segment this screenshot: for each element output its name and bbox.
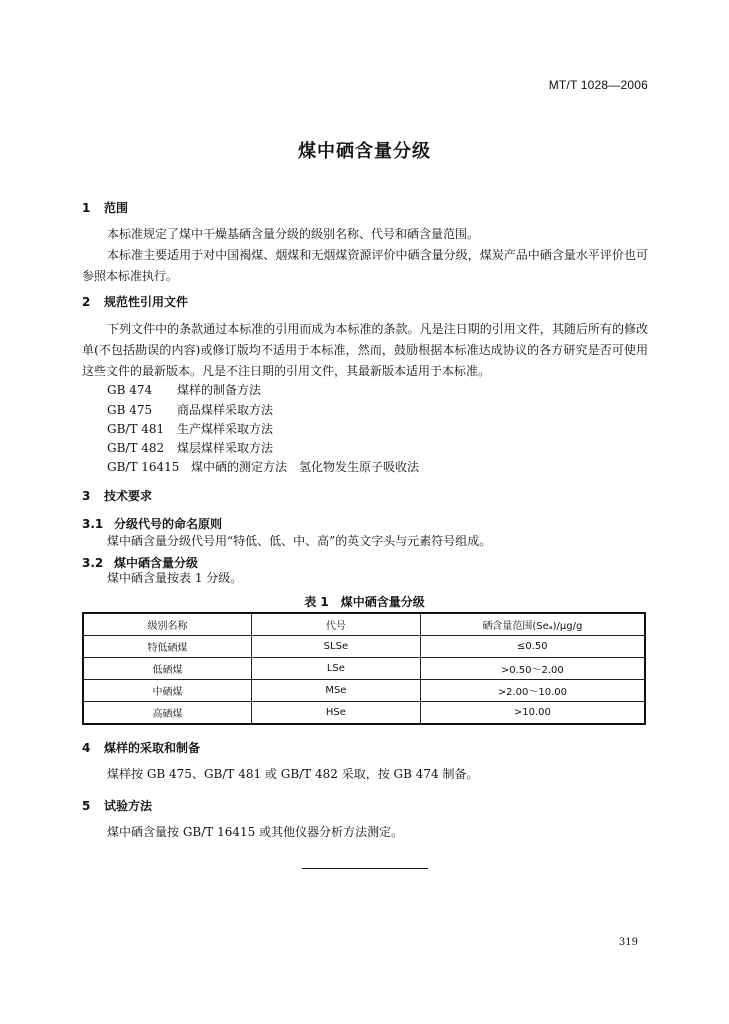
section-number: 5 bbox=[82, 799, 91, 813]
section-number: 4 bbox=[82, 741, 91, 755]
table-cell: >2.00～10.00 bbox=[420, 680, 645, 702]
section-title: 煤样的采取和制备 bbox=[104, 741, 201, 755]
section-title: 煤中硒含量分级 bbox=[114, 556, 199, 570]
section-title: 规范性引用文件 bbox=[104, 295, 189, 309]
reference-title: 生产煤样采取方法 bbox=[177, 422, 274, 436]
section-3-heading bbox=[82, 487, 152, 504]
section-number: 2 bbox=[82, 295, 91, 309]
reference-code: GB/T 481 bbox=[107, 422, 165, 436]
reference-title: 煤中硒的测定方法 氢化物发生原子吸收法 bbox=[191, 460, 420, 474]
section-3-2-para: 煤中硒含量按表 1 分级。 bbox=[107, 571, 243, 585]
table-cell: SLSe bbox=[252, 636, 421, 658]
reference-code: GB 474 bbox=[107, 383, 153, 397]
table-cell: HSe bbox=[252, 702, 421, 725]
table-cell: >10.00 bbox=[420, 702, 645, 725]
standard-number: MT/T 1028—2006 bbox=[548, 78, 648, 92]
table-cell: 中硒煤 bbox=[83, 680, 252, 702]
reference-title: 煤样的制备方法 bbox=[177, 383, 262, 397]
section-2-heading bbox=[82, 293, 188, 310]
table-header-cell: 级别名称 bbox=[83, 613, 252, 636]
section-title: 范围 bbox=[104, 201, 129, 215]
section-number: 3 bbox=[82, 489, 91, 503]
selenium-grade-table bbox=[82, 612, 646, 725]
table-row bbox=[83, 658, 645, 680]
table-cell: MSe bbox=[252, 680, 421, 702]
table-cell: ≤0.50 bbox=[420, 636, 645, 658]
section-4-para: 煤样按 GB 475、GB/T 481 或 GB/T 482 采取，按 GB 474 制备。 bbox=[107, 767, 479, 781]
table-header-cell: 代号 bbox=[252, 613, 421, 636]
section-3-1-heading bbox=[82, 515, 222, 532]
section-2-para: 下列文件中的条款通过本标准的引用而成为本标准的条款。凡是注日期的引用文件，其随后所有的修改单(不包括勘误的内容)或修订版均不适用于本标准，然而，鼓励根据本标准达成协议的各方研究是否可使用这些文件的最新版本。凡是不注日期的引用文件，其最新版本适用于本标准。 bbox=[82, 322, 648, 378]
section-5-heading bbox=[82, 797, 152, 814]
table-row bbox=[83, 636, 645, 658]
reference-title: 煤层煤样采取方法 bbox=[177, 441, 274, 455]
table-cell: >0.50～2.00 bbox=[420, 658, 645, 680]
section-title: 分级代号的命名原则 bbox=[114, 517, 223, 531]
table-cell: 特低硒煤 bbox=[83, 636, 252, 658]
reference-code: GB/T 16415 bbox=[107, 460, 180, 474]
reference-item bbox=[107, 439, 273, 456]
document-title: 煤中硒含量分级 bbox=[298, 141, 431, 162]
reference-item bbox=[107, 381, 261, 398]
table-header-cell: 硒含量范围(Seₐ)/μg/g bbox=[420, 613, 645, 636]
reference-code: GB 475 bbox=[107, 403, 153, 417]
table-cell: LSe bbox=[252, 658, 421, 680]
section-title: 试验方法 bbox=[104, 799, 153, 813]
table-cell: 高硒煤 bbox=[83, 702, 252, 725]
section-5-para: 煤中硒含量按 GB/T 16415 或其他仪器分析方法测定。 bbox=[107, 825, 404, 839]
reference-title: 商品煤样采取方法 bbox=[177, 403, 274, 417]
reference-item bbox=[107, 401, 273, 418]
page-number: 319 bbox=[618, 937, 638, 948]
reference-item bbox=[107, 458, 419, 475]
table-cell: 低硒煤 bbox=[83, 658, 252, 680]
section-3-1-para: 煤中硒含量分级代号用“特低、低、中、高”的英文字头与元素符号组成。 bbox=[107, 534, 492, 548]
table-header-row bbox=[83, 613, 645, 636]
section-number: 1 bbox=[82, 201, 91, 215]
section-1-para-2: 本标准主要适用于对中国褐煤、烟煤和无烟煤资源评价中硒含量分级，煤炭产品中硒含量水平评价也可参照本标准执行。 bbox=[82, 248, 648, 283]
reference-code: GB/T 482 bbox=[107, 441, 165, 455]
section-1-para-1: 本标准规定了煤中干燥基硒含量分级的级别名称、代号和硒含量范围。 bbox=[107, 227, 480, 241]
table-caption: 表 1 煤中硒含量分级 bbox=[304, 595, 425, 609]
section-1-heading bbox=[82, 199, 128, 216]
reference-item bbox=[107, 420, 273, 437]
table-row bbox=[83, 702, 645, 725]
section-number: 3.2 bbox=[82, 556, 104, 570]
section-title: 技术要求 bbox=[104, 489, 153, 503]
section-number: 3.1 bbox=[82, 517, 104, 531]
table-row bbox=[83, 680, 645, 702]
end-rule bbox=[302, 868, 428, 869]
section-4-heading bbox=[82, 739, 200, 756]
